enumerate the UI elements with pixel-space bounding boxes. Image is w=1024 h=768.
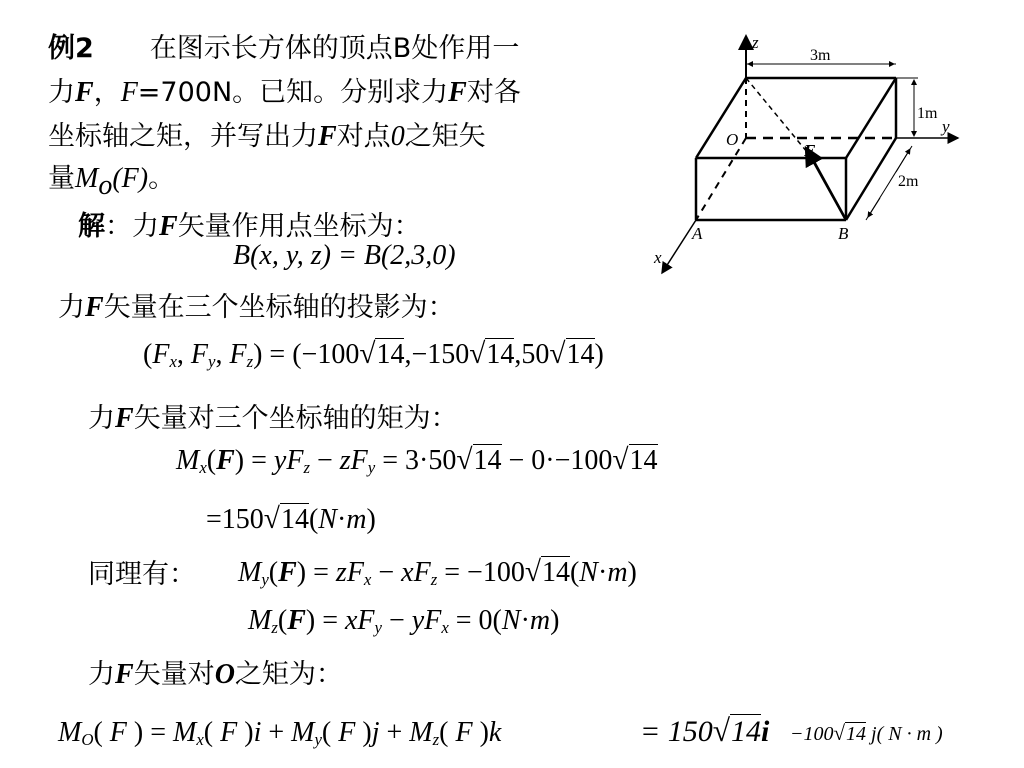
origin-label: O — [726, 130, 739, 149]
dim-2m-arrow — [868, 198, 880, 217]
subscript: o — [98, 170, 113, 201]
moment-symbol: M — [75, 163, 99, 194]
dim-2m-arrow — [896, 149, 910, 172]
force-symbol: F — [115, 659, 134, 690]
mo-result-main: = 150√14i — [640, 713, 770, 748]
text: 之矩为： — [234, 659, 343, 690]
box-figure — [640, 28, 970, 278]
diagonal-dashed — [746, 78, 812, 158]
text: 矢量作用点坐标为： — [177, 211, 421, 242]
text: 力 — [88, 659, 115, 690]
box-edge — [696, 78, 746, 158]
text: =700N。已知。分别求力 — [137, 77, 449, 108]
coordinate-equation: B(x, y, z) = B(2,3,0) — [233, 240, 456, 271]
solution-line-1 — [78, 204, 421, 243]
problem-line-4 — [48, 156, 175, 202]
force-symbol: F — [448, 77, 467, 108]
text: 力 — [58, 292, 85, 323]
box-edge — [846, 138, 896, 220]
mx-result: =150√14(N·m) — [206, 503, 376, 535]
force-label: F — [804, 141, 816, 160]
force-symbol: F — [115, 403, 134, 434]
similar-label: 同理有： — [88, 559, 196, 590]
text: 。 — [148, 163, 176, 194]
text: 力 — [48, 77, 75, 108]
text: 之矩矢 — [404, 121, 486, 152]
problem-label: 例2 — [48, 33, 94, 64]
origin-moment-intro — [88, 652, 343, 691]
z-label: z — [752, 33, 759, 52]
dim-3m-label: 3m — [810, 47, 831, 64]
dim-1m-label: 1m — [917, 105, 938, 122]
mx-equation: $M_x(F) = yF_z - zF_y = 3\cdot 50√14 - 0\cdot-100√14$ — [176, 444, 658, 478]
solution-label: 解 — [78, 211, 105, 242]
x-axis-dashed — [696, 138, 746, 220]
text: 力 — [88, 403, 115, 434]
point-b-label: B — [838, 224, 849, 243]
text: 量 — [48, 163, 75, 194]
x-axis — [662, 220, 696, 273]
force-symbol: F — [318, 121, 337, 152]
force-arg: (F) — [112, 163, 149, 194]
text: ， — [93, 77, 121, 108]
my-equation: $M_y(F) = zF_x - xF_z = -100√14(N\cdot m)$ — [238, 556, 637, 590]
force-symbol: F — [159, 211, 178, 242]
text: ： — [105, 211, 132, 242]
problem-line-2 — [48, 70, 521, 109]
force-symbol: F — [120, 77, 138, 108]
text: 矢量对 — [133, 659, 215, 690]
projection-equation: ($F_x$, $F_y$, $F_z) = (-100√14,-150√14,50√14)$ — [143, 338, 604, 372]
problem-text-1: 在图示长方体的顶点B处作用一 — [149, 33, 520, 64]
text: 矢量对三个坐标轴的矩为： — [133, 403, 458, 434]
mz-equation: $M_z(F) = xF_y - yF_x = 0(N\cdot m)$ — [248, 605, 560, 638]
text: 力 — [132, 211, 159, 242]
text: 坐标轴之矩，并写出力 — [48, 121, 318, 152]
text: 对点 — [336, 121, 391, 152]
point-symbol: O — [214, 659, 235, 690]
x-label: x — [654, 248, 662, 267]
box-edge — [846, 78, 896, 158]
text: 对各 — [466, 77, 521, 108]
axis-moment-intro — [88, 396, 458, 435]
text: 矢量在三个坐标轴的投影为： — [103, 292, 455, 323]
point-a-label: A — [692, 224, 703, 243]
point-symbol: 0 — [390, 121, 405, 152]
mo-equation: $M_O$( F ) = $M_x$( F )$i + M_y$( F )$j + M_z$( F )k — [58, 717, 502, 750]
projection-intro — [58, 285, 455, 324]
y-label: y — [942, 117, 950, 136]
dim-2m-label: 2m — [898, 173, 919, 190]
force-symbol: F — [75, 77, 94, 108]
force-symbol: F — [85, 292, 104, 323]
mo-result-tail: −100√14 j( N · m ) — [790, 721, 943, 745]
problem-line-3 — [48, 114, 486, 153]
problem-line-1 — [48, 26, 519, 65]
